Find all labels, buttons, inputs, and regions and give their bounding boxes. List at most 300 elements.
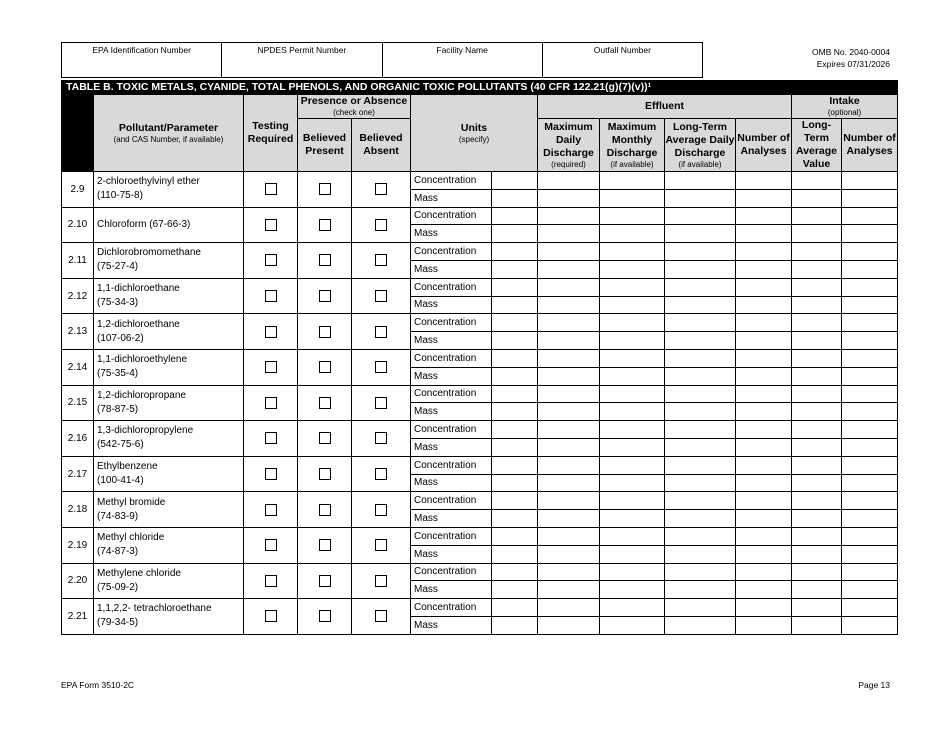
max-monthly-input[interactable] [600,563,665,581]
believed-present-cell [298,599,352,635]
unit-value-input[interactable] [492,296,538,314]
intake-longterm-input[interactable] [792,438,842,456]
num-analyses-input[interactable] [736,421,792,439]
longterm-avg-input[interactable] [665,385,736,403]
believed-present-checkbox[interactable] [319,432,331,444]
believed-absent-cell [352,599,411,635]
pollutant-cas: (79-34-5) [97,617,139,629]
testing-required-checkbox[interactable] [265,504,277,516]
intake-num-input[interactable] [842,599,898,617]
intake-num-input[interactable] [842,563,898,581]
intake-num-input[interactable] [842,456,898,474]
unit-value-input[interactable] [492,314,538,332]
intake-longterm-input[interactable] [792,456,842,474]
num-analyses-input[interactable] [736,278,792,296]
row-number: 2.15 [62,385,94,421]
testing-required-checkbox[interactable] [265,539,277,551]
longterm-avg-input[interactable] [665,421,736,439]
intake-longterm-input[interactable] [792,385,842,403]
max-daily-input[interactable] [538,474,600,492]
max-monthly-input[interactable] [600,314,665,332]
pollutant-cell [94,456,244,492]
intake-longterm-input[interactable] [792,545,842,563]
intake-longterm-input[interactable] [792,421,842,439]
max-monthly-input[interactable] [600,438,665,456]
pollutant-cell [94,563,244,599]
longterm-avg-input[interactable] [665,314,736,332]
table-row [62,599,898,617]
max-monthly-input[interactable] [600,349,665,367]
unit-concentration-label: Concentration [411,314,492,332]
table-row [62,421,898,439]
believed-absent-cell [352,456,411,492]
intake-longterm-input[interactable] [792,260,842,278]
intake-num-input[interactable] [842,189,898,207]
believed-absent-checkbox[interactable] [375,290,387,302]
longterm-avg-input[interactable] [665,260,736,278]
pollutant-name: 1,1,2,2- tetrachloroethane [97,603,212,615]
pollutant-cas: (107-06-2) [97,332,144,344]
max-daily-input[interactable] [538,616,600,634]
pollutant-cell [94,527,244,563]
longterm-avg-input[interactable] [665,243,736,261]
longterm-avg-input[interactable] [665,172,736,190]
believed-absent-checkbox[interactable] [375,539,387,551]
longterm-avg-input[interactable] [665,278,736,296]
intake-longterm-input[interactable] [792,510,842,528]
longterm-avg-input[interactable] [665,207,736,225]
testing-required-cell [244,492,298,528]
longterm-avg-input[interactable] [665,296,736,314]
unit-value-input[interactable] [492,563,538,581]
longterm-avg-input[interactable] [665,367,736,385]
max-monthly-input[interactable] [600,403,665,421]
max-daily-input[interactable] [538,456,600,474]
longterm-avg-input[interactable] [665,349,736,367]
num-analyses-input[interactable] [736,296,792,314]
testing-required-checkbox[interactable] [265,219,277,231]
num-analyses-input[interactable] [736,243,792,261]
row-number: 2.13 [62,314,94,350]
intake-num-input[interactable] [842,527,898,545]
max-monthly-input[interactable] [600,527,665,545]
unit-value-input[interactable] [492,278,538,296]
unit-value-input[interactable] [492,616,538,634]
unit-value-input[interactable] [492,510,538,528]
unit-value-input[interactable] [492,456,538,474]
pollutant-name: 1,2-dichloroethane [97,318,180,330]
num-analyses-input[interactable] [736,367,792,385]
num-analyses-input[interactable] [736,385,792,403]
max-daily-input[interactable] [538,172,600,190]
max-daily-input[interactable] [538,385,600,403]
intake-longterm-input[interactable] [792,474,842,492]
believed-present-cell [298,456,352,492]
testing-required-checkbox[interactable] [265,183,277,195]
pollutant-name: Methyl bromide [97,496,166,508]
longterm-avg-input[interactable] [665,510,736,528]
max-monthly-input[interactable] [600,367,665,385]
intake-num-input[interactable] [842,260,898,278]
intake-longterm-input[interactable] [792,581,842,599]
max-daily-input[interactable] [538,260,600,278]
pollutant-cell [94,492,244,528]
intake-num-input[interactable] [842,403,898,421]
believed-present-checkbox[interactable] [319,219,331,231]
unit-value-input[interactable] [492,332,538,350]
intake-longterm-input[interactable] [792,207,842,225]
intake-longterm-input[interactable] [792,314,842,332]
table-row [62,492,898,510]
longterm-avg-input[interactable] [665,332,736,350]
believed-absent-checkbox[interactable] [375,504,387,516]
max-daily-input[interactable] [538,527,600,545]
believed-absent-cell [352,349,411,385]
longterm-avg-input[interactable] [665,599,736,617]
num-analyses-input[interactable] [736,438,792,456]
unit-value-input[interactable] [492,225,538,243]
intake-num-input[interactable] [842,314,898,332]
believed-absent-checkbox[interactable] [375,575,387,587]
pollutant-name: Ethylbenzene [97,461,158,473]
facility-label: Facility Name [436,45,488,55]
unit-value-input[interactable] [492,421,538,439]
npdes-field[interactable] [222,43,382,78]
intake-num-input[interactable] [842,278,898,296]
longterm-avg-input[interactable] [665,189,736,207]
row-number: 2.9 [62,172,94,208]
intake-num-input[interactable] [842,438,898,456]
table-row [62,278,898,296]
max-monthly-input[interactable] [600,207,665,225]
unit-concentration-label: Concentration [411,456,492,474]
num-analyses-input[interactable] [736,510,792,528]
num-analyses-input[interactable] [736,349,792,367]
intake-longterm-input[interactable] [792,527,842,545]
unit-value-input[interactable] [492,474,538,492]
max-monthly-input[interactable] [600,510,665,528]
unit-value-input[interactable] [492,207,538,225]
intake-longterm-input[interactable] [792,243,842,261]
intake-longterm-input[interactable] [792,349,842,367]
believed-present-checkbox[interactable] [319,575,331,587]
intake-longterm-input[interactable] [792,403,842,421]
unit-concentration-label: Concentration [411,527,492,545]
believed-present-checkbox[interactable] [319,290,331,302]
testing-required-checkbox[interactable] [265,468,277,480]
believed-present-checkbox[interactable] [319,254,331,266]
believed-present-checkbox[interactable] [319,361,331,373]
believed-present-checkbox[interactable] [319,397,331,409]
table-row [62,172,898,190]
believed-absent-checkbox[interactable] [375,610,387,622]
max-daily-input[interactable] [538,599,600,617]
intake-num-input[interactable] [842,616,898,634]
num-analyses-input[interactable] [736,599,792,617]
longterm-avg-input[interactable] [665,225,736,243]
max-daily-input[interactable] [538,207,600,225]
longterm-avg-input[interactable] [665,616,736,634]
intake-longterm-input[interactable] [792,367,842,385]
header-units-sub: (specify) [458,134,490,144]
num-analyses-input[interactable] [736,403,792,421]
unit-value-input[interactable] [492,599,538,617]
max-monthly-input[interactable] [600,243,665,261]
intake-num-input[interactable] [842,332,898,350]
max-daily-input[interactable] [538,581,600,599]
longterm-avg-input[interactable] [665,474,736,492]
believed-absent-checkbox[interactable] [375,219,387,231]
max-daily-input[interactable] [538,421,600,439]
unit-mass-label: Mass [411,438,492,456]
max-monthly-input[interactable] [600,456,665,474]
unit-concentration-label: Concentration [411,278,492,296]
pollutant-name: 1,2-dichloropropane [97,389,186,401]
believed-present-checkbox[interactable] [319,183,331,195]
max-daily-input[interactable] [538,545,600,563]
longterm-avg-input[interactable] [665,563,736,581]
testing-required-cell [244,172,298,208]
believed-present-checkbox[interactable] [319,610,331,622]
believed-absent-checkbox[interactable] [375,397,387,409]
row-number: 2.12 [62,278,94,314]
unit-value-input[interactable] [492,189,538,207]
header-pollutant-sub: (and CAS Number, if available) [113,134,224,144]
max-daily-input[interactable] [538,278,600,296]
unit-concentration-label: Concentration [411,492,492,510]
testing-required-checkbox[interactable] [265,290,277,302]
unit-value-input[interactable] [492,349,538,367]
pollutant-cas: (542-75-6) [97,439,144,451]
max-daily-input[interactable] [538,492,600,510]
intake-num-input[interactable] [842,367,898,385]
pollutant-name: Methylene chloride [97,567,181,579]
believed-absent-checkbox[interactable] [375,361,387,373]
header-intake [792,95,898,119]
unit-mass-label: Mass [411,296,492,314]
unit-value-input[interactable] [492,260,538,278]
unit-value-input[interactable] [492,492,538,510]
max-monthly-input[interactable] [600,599,665,617]
max-monthly-input[interactable] [600,189,665,207]
longterm-avg-input[interactable] [665,527,736,545]
testing-required-checkbox[interactable] [265,610,277,622]
omb-info [812,46,890,70]
believed-present-checkbox[interactable] [319,326,331,338]
pollutant-cell [94,599,244,635]
pollutant-cell [94,207,244,243]
intake-longterm-input[interactable] [792,225,842,243]
max-daily-input[interactable] [538,403,600,421]
pollutant-cas: (75-34-3) [97,297,139,309]
believed-present-cell [298,349,352,385]
believed-absent-checkbox[interactable] [375,468,387,480]
max-daily-input[interactable] [538,367,600,385]
testing-required-cell [244,421,298,457]
max-monthly-input[interactable] [600,421,665,439]
believed-present-cell [298,563,352,599]
max-monthly-input[interactable] [600,172,665,190]
max-monthly-input[interactable] [600,278,665,296]
unit-value-input[interactable] [492,438,538,456]
pollutant-cas: (75-27-4) [97,261,139,273]
unit-value-input[interactable] [492,403,538,421]
form-number: EPA Form 3510-2C [61,680,135,690]
max-monthly-input[interactable] [600,296,665,314]
pollutant-cell [94,349,244,385]
intake-longterm-input[interactable] [792,332,842,350]
max-daily-input[interactable] [538,296,600,314]
max-monthly-input[interactable] [600,260,665,278]
max-daily-input[interactable] [538,225,600,243]
intake-longterm-input[interactable] [792,189,842,207]
max-monthly-input[interactable] [600,492,665,510]
max-monthly-input[interactable] [600,385,665,403]
believed-absent-checkbox[interactable] [375,326,387,338]
row-number: 2.10 [62,207,94,243]
intake-longterm-input[interactable] [792,296,842,314]
intake-longterm-input[interactable] [792,172,842,190]
unit-value-input[interactable] [492,581,538,599]
max-monthly-input[interactable] [600,474,665,492]
believed-absent-cell [352,314,411,350]
pollutant-cell [94,314,244,350]
believed-absent-cell [352,278,411,314]
intake-num-input[interactable] [842,172,898,190]
header-spacer [62,95,94,172]
max-daily-input[interactable] [538,349,600,367]
testing-required-checkbox[interactable] [265,326,277,338]
max-daily-input[interactable] [538,243,600,261]
unit-mass-label: Mass [411,189,492,207]
intake-longterm-input[interactable] [792,278,842,296]
header-believed-present: Believed Present [298,119,352,172]
intake-num-input[interactable] [842,581,898,599]
num-analyses-input[interactable] [736,260,792,278]
max-monthly-input[interactable] [600,616,665,634]
believed-absent-checkbox[interactable] [375,432,387,444]
intake-num-input[interactable] [842,474,898,492]
unit-value-input[interactable] [492,367,538,385]
row-number: 2.18 [62,492,94,528]
max-daily-input[interactable] [538,438,600,456]
testing-required-checkbox[interactable] [265,361,277,373]
intake-longterm-input[interactable] [792,492,842,510]
header-intake-label: Intake [829,95,860,107]
believed-absent-checkbox[interactable] [375,254,387,266]
longterm-avg-input[interactable] [665,403,736,421]
intake-num-input[interactable] [842,385,898,403]
max-daily-input[interactable] [538,189,600,207]
testing-required-cell [244,207,298,243]
header-intake-sub: (optional) [827,108,862,117]
header-max-monthly [600,119,665,172]
intake-num-input[interactable] [842,296,898,314]
unit-value-input[interactable] [492,527,538,545]
max-monthly-input[interactable] [600,332,665,350]
testing-required-checkbox[interactable] [265,575,277,587]
believed-absent-cell [352,243,411,279]
believed-present-checkbox[interactable] [319,504,331,516]
testing-required-checkbox[interactable] [265,254,277,266]
outfall-field[interactable] [542,43,702,78]
table-row [62,349,898,367]
max-daily-input[interactable] [538,332,600,350]
table-row [62,563,898,581]
num-analyses-input[interactable] [736,563,792,581]
num-analyses-input[interactable] [736,581,792,599]
longterm-avg-input[interactable] [665,545,736,563]
header-longterm-avg [665,119,736,172]
num-analyses-input[interactable] [736,474,792,492]
unit-value-input[interactable] [492,545,538,563]
believed-present-checkbox[interactable] [319,468,331,480]
unit-mass-label: Mass [411,581,492,599]
max-daily-input[interactable] [538,314,600,332]
num-analyses-input[interactable] [736,225,792,243]
num-analyses-input[interactable] [736,332,792,350]
max-monthly-input[interactable] [600,545,665,563]
intake-num-input[interactable] [842,207,898,225]
num-analyses-input[interactable] [736,616,792,634]
intake-longterm-input[interactable] [792,563,842,581]
num-analyses-input[interactable] [736,492,792,510]
header-max-monthly-label: Maximum Monthly Discharge [606,120,658,159]
longterm-avg-input[interactable] [665,438,736,456]
longterm-avg-input[interactable] [665,581,736,599]
unit-value-input[interactable] [492,243,538,261]
num-analyses-input[interactable] [736,545,792,563]
intake-num-input[interactable] [842,349,898,367]
max-daily-input[interactable] [538,563,600,581]
pollutant-name: Methyl chloride [97,532,165,544]
believed-absent-checkbox[interactable] [375,183,387,195]
testing-required-cell [244,278,298,314]
num-analyses-input[interactable] [736,527,792,545]
max-daily-input[interactable] [538,510,600,528]
unit-value-input[interactable] [492,385,538,403]
num-analyses-input[interactable] [736,207,792,225]
header-intake-longterm: Long-Term Average Value [792,119,842,172]
longterm-avg-input[interactable] [665,492,736,510]
intake-num-input[interactable] [842,545,898,563]
believed-present-cell [298,385,352,421]
intake-num-input[interactable] [842,243,898,261]
max-monthly-input[interactable] [600,581,665,599]
intake-num-input[interactable] [842,492,898,510]
longterm-avg-input[interactable] [665,456,736,474]
testing-required-checkbox[interactable] [265,432,277,444]
testing-required-checkbox[interactable] [265,397,277,409]
num-analyses-input[interactable] [736,172,792,190]
testing-required-cell [244,599,298,635]
toxic-pollutants-table [61,80,898,635]
unit-value-input[interactable] [492,172,538,190]
intake-num-input[interactable] [842,225,898,243]
facility-field[interactable] [382,43,542,78]
epa-id-field[interactable] [62,43,222,78]
unit-concentration-label: Concentration [411,385,492,403]
intake-longterm-input[interactable] [792,599,842,617]
intake-num-input[interactable] [842,510,898,528]
num-analyses-input[interactable] [736,456,792,474]
num-analyses-input[interactable] [736,314,792,332]
intake-longterm-input[interactable] [792,616,842,634]
num-analyses-input[interactable] [736,189,792,207]
intake-num-input[interactable] [842,421,898,439]
believed-present-checkbox[interactable] [319,539,331,551]
max-monthly-input[interactable] [600,225,665,243]
